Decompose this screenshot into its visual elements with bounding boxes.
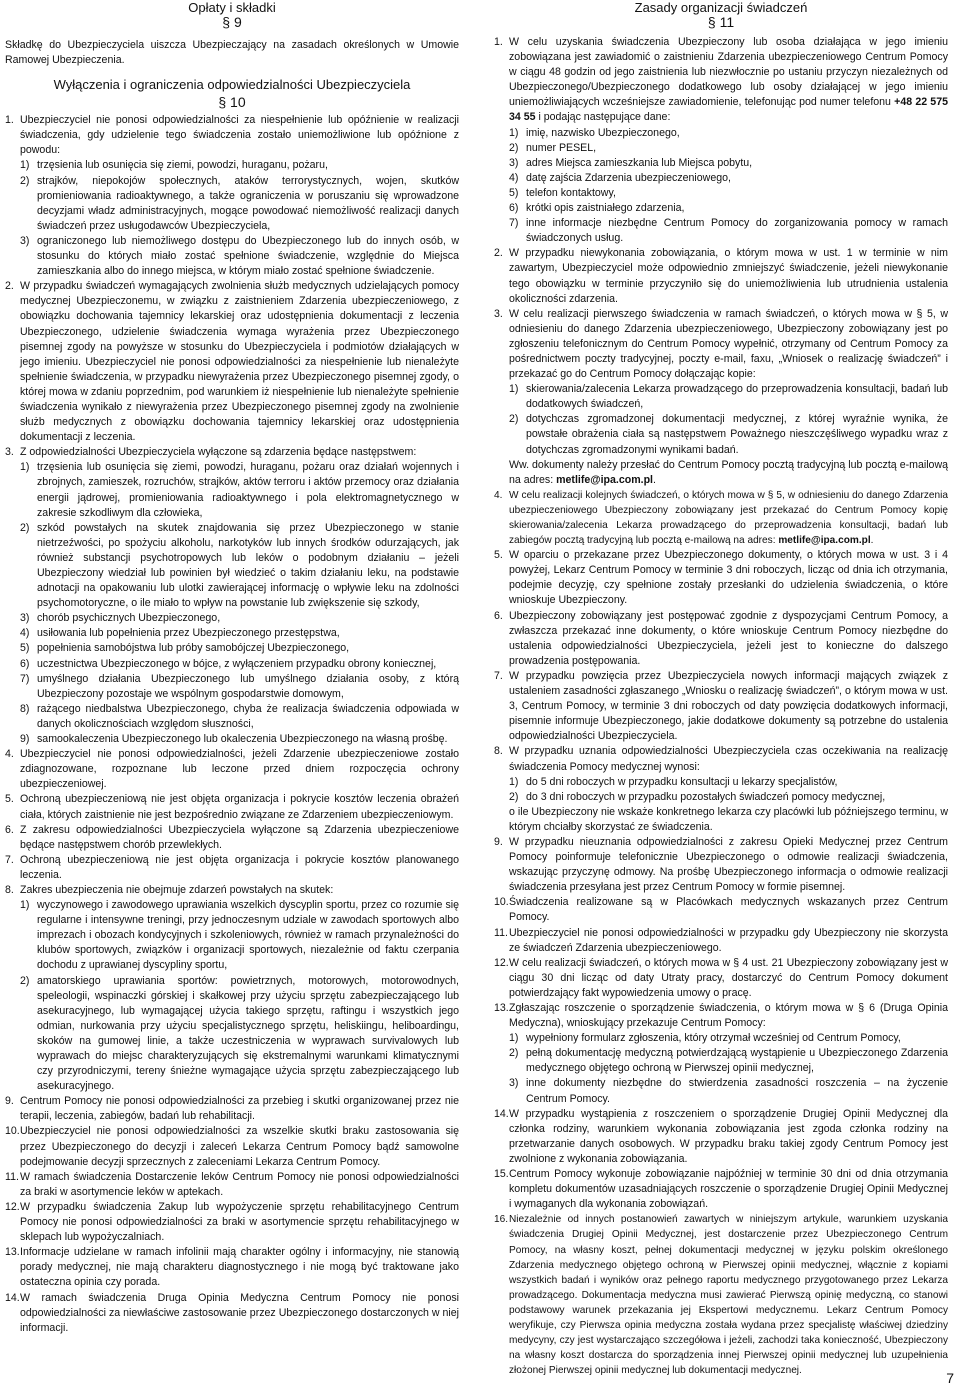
sub-item-number: 1) [20, 159, 30, 172]
list-item [494, 669, 948, 744]
item-text: W przypadku powzięcia przez Ubezpieczyciela nowych informacji mających związek z ustaleniem zasadności zgłaszanego „Wniosku o realizację świadczeń”, o którym mowa w ust. 3, Centrum Pomocy, w terminie 3 dni roboczych od daty powzięcia dodatkowych informacji, pisemnie informuje Ubezpieczonego, jakie dodatkowe dokumenty są potrzebne do ustalenia odpowiedzialności Ubezpieczyciela. [509, 669, 948, 743]
item-text: W ramach świadczenia Druga Opinia Medyczna Centrum Pomocy nie ponosi odpowiedzialności za niewłaściwe zastosowanie przez Ubezpieczonego dostarczonych w niej informacji. [20, 1291, 459, 1334]
list-item [494, 488, 948, 548]
sub-item-number: 3) [20, 612, 30, 625]
sub-item-number: 3) [20, 234, 30, 247]
list-item [494, 609, 948, 669]
item-number: 8. [5, 883, 14, 896]
item-text: W przypadku uznania odpowiedzialności Ubezpieczyciela czas oczekiwania na realizację świadczenia Pomocy medycznej wynosi: [509, 745, 948, 773]
sub-list-item [5, 460, 459, 520]
sub-item-text: rażącego niedbalstwa Ubezpieczonego, chyba że realizacja świadczenia odpowiada w danych okolicznościach względom słuszności, [37, 702, 459, 730]
sub-list-item [5, 626, 459, 641]
section-number: § 9 [222, 14, 242, 30]
sub-list-item [494, 186, 948, 201]
sub-item-number: 7) [20, 672, 30, 685]
sub-list-item [5, 641, 459, 656]
sub-list-item [494, 790, 948, 805]
sub-item-text: inne informacje niezbędne Centrum Pomocy do zorganizowania pomocy w ramach świadczonych usług. [526, 217, 948, 245]
sub-item-text: samookaleczenia Ubezpieczonego lub okaleczenia Ubezpieczonego na własną prośbę. [37, 733, 448, 746]
sub-list-item [5, 158, 459, 173]
item-text: i podając następujące dane: [535, 111, 671, 124]
sub-item-number: 1) [509, 1032, 519, 1045]
item-text: Zakres ubezpieczenia nie obejmuje zdarzeń powstałych na skutek: [20, 883, 334, 896]
numbered-list-rest [494, 548, 948, 1378]
item-number: 15. [494, 1168, 509, 1181]
sub-item-text: do 5 dni roboczych w przypadku konsultacji u lekarzy specjalistów, [526, 775, 838, 788]
item-number: 12. [5, 1200, 20, 1213]
list-item [494, 1212, 948, 1378]
sub-item-text: chorób psychicznych Ubezpieczonego, [37, 612, 221, 625]
sub-item-text: datę zajścia Zdarzenia ubezpieczeniowego, [526, 171, 731, 184]
item-text: Z zakresu odpowiedzialności Ubezpieczyciela wyłączone są Zdarzenia ubezpieczeniowe będące następstwem chorób przewlekłych. [20, 823, 459, 851]
list-item [494, 548, 948, 608]
sub-list-item [494, 775, 948, 790]
sub-item-text: trzęsienia lub osunięcia się ziemi, powodzi, huraganu, pożaru, [37, 159, 328, 172]
sub-item-text: do 3 dni roboczych w przypadku pozostałych świadczeń pomocy medycznej, [526, 790, 886, 803]
sub-list-item [5, 702, 459, 732]
list-item [5, 1291, 459, 1336]
sub-list-item [494, 382, 948, 412]
paragraph: Składkę do Ubezpieczyciela uiszcza Ubezpieczający na zasadach określonych w Umowie Ramowej Ubezpieczenia. [5, 39, 459, 67]
item-number: 1. [5, 114, 14, 127]
sub-item-number: 3) [509, 156, 519, 169]
right-column [494, 0, 948, 1378]
sub-item-number: 4) [20, 627, 30, 640]
list-item [5, 113, 459, 158]
item-text: . [870, 535, 874, 547]
sub-item-text: szkód powstałych na skutek znajdowania się przez Ubezpieczonego w stanie nietrzeźwości, po spożyciu alkoholu, narkotyków lub innych środków odurzających, jak również substancji psychotropowych lub leków o podobnym działaniu – jeżeli Ubezpieczony wiedział lub powinien był wiedzieć o takim działaniu leku, na podstawie adnotacji na opakowaniu lub ulotki zawierającej informację o wpływie leku na zdolności psychomotoryczne, o ile miało to wpływ na powstanie lub zwiększenie się szkody, [37, 521, 459, 610]
item-text: Centrum Pomocy nie ponosi odpowiedzialności za przebieg i skutki organizowanej przez nie terapii, leczenia, zabiegów, badań lub rehabilitacji. [20, 1095, 459, 1123]
list-item [494, 744, 948, 774]
item-text: W przypadku świadczeń wymagających zwolnienia służb medycznych udzielających pomocy medycznej Ubezpieczonemu, w związku z zaistnieniem Zdarzenia ubezpieczeniowego, z obowiązku dochowania tajemnicy lekarskiej oraz udostępnienia dokumentacji z leczenia Ubezpieczonego, udzielenie świadczenia wymaga wyrażenia przez Ubezpieczonego pisemnej zgody na powyższe w stosunku do Ubezpieczyciela i podmiotów działających w jego imieniu. Ubezpieczyciel nie ponosi odpowiedzialności za niespełnienie lub nienależyte spełnienie świadczenia, w przypadku niewyrażenia przez Ubezpieczonego pisemnej zgody, o której mowa w zdaniu poprzednim, pod warunkiem iż niespełnienie lub nienależyte spełnienie świadczenia wynikało z niewyrażenia przez Ubezpieczonego pisemnej zgody na zwolnienie służb medycznych z obowiązku dochowania tajemnicy lekarskiej oraz udostępnienia dokumentacji z leczenia. [20, 280, 459, 444]
item-number: 4. [494, 489, 503, 501]
item-text: W celu realizacji świadczeń, o których mowa w § 4 ust. 21 Ubezpieczony zobowiązany jest w ciągu 30 dni licząc od daty Utraty pracy, dostarczyć do Centrum Pomocy dokument potwierdzający fakt wypowiedzenia umowy o pracę. [509, 956, 948, 999]
sub-list-item [5, 611, 459, 626]
sub-item-text: umyślnego działania Ubezpieczonego lub umyślnego działania osoby, z którą Ubezpieczony pozostaje we wspólnym gospodarstwie domowym, [37, 672, 459, 700]
sub-list-item [494, 216, 948, 246]
sub-item-number: 2) [509, 1047, 519, 1060]
item-number: 6. [5, 823, 14, 836]
item-number: 12. [494, 956, 509, 969]
list-item [5, 1200, 459, 1245]
sub-list-item [494, 141, 948, 156]
item-text: Centrum Pomocy wykonuje zobowiązanie najpóźniej w terminie 30 dni od dnia otrzymania kompletu dokumentów uzasadniających roszczenie o sporządzenie Drugiej Opinii Medycznej i wymaganych dla wykonania zobowiązań. [509, 1168, 948, 1211]
item-text: Ubezpieczyciel nie ponosi odpowiedzialności w przypadku gdy Ubezpieczony nie skorzysta ze świadczeń Zdarzenia ubezpieczeniowego. [509, 926, 948, 954]
item-text: Ubezpieczyciel nie ponosi odpowiedzialności, jeżeli Zdarzenie ubezpieczeniowe zostało zdiagnozowane, rozpoznane lub leczone przed dniem rozpoczęcia ochrony ubezpieczeniowej. [20, 748, 459, 791]
item-number: 10. [5, 1125, 20, 1138]
sub-list [494, 382, 948, 457]
item-text: W oparciu o przekazane przez Ubezpieczonego dokumenty, o których mowa w ust. 3 i 4 powyżej, Lekarz Centrum Pomocy w terminie 3 dni roboczych, licząc od dnia ich otrzymania, podejmie decyzję, czy spełnione zostały przesłanki do udzielenia świadczenia, o które wnioskuje Ubezpieczony. [509, 549, 948, 607]
sub-list-item [494, 156, 948, 171]
item-text: Niezależnie od innych postanowień zawartych w niniejszym artykule, warunkiem uzyskania świadczenia Drugiej Opinii Medycznej, jest dostarczenie przez Ubezpieczonego Centrum Pomocy, na własny koszt, pełnej dokumentacji medycznej w języku polskim określonego Zdarzenia medycznego objętego ochroną w Pierwszej opinii medycznej, włącznie z kopiami wszystkich badań i wyników oraz pełnego raportu medycznego przygotowanego przez Lekarza prowadzącego. Dokumentacja medyczna musi zawierać Pierwszą opinię medyczną, co stanowi podstawowy warunek przekazania jej Ekspertowi medycznemu. Lekarz Centrum Pomocy weryfikuje, czy Pierwsza opinia medyczna została wydana przez specjalistę właściwej dziedziny medycyny, czy jest wystarczająco szczegółowa i jeżeli, zachodzi taka konieczność, Ubezpieczony na własny koszt dostarcza do sporządzenia innej Pierwszej opinii medycznej lub uzupełnienia złożonej Pierwszej opinii medycznej lub dokumentacji medycznej. [509, 1214, 948, 1377]
sub-list-item [494, 201, 948, 216]
list-item [494, 956, 948, 1001]
sub-item-number: 1) [509, 383, 519, 396]
item-text: Ubezpieczyciel nie ponosi odpowiedzialności za niespełnienie lub opóźnienie w realizacji świadczenia, gdy udzielenie tego świadczenia zostało uniemożliwione lub opóźnione z powodu: [20, 114, 459, 157]
sub-item-text: adres Miejsca zamieszkania lub Miejsca pobytu, [526, 156, 753, 169]
sub-item-text: inne dokumenty niezbędne do stwierdzenia zasadności roszczenia – na życzenie Centrum Pomocy. [526, 1077, 948, 1105]
sub-item-number: 5) [509, 186, 519, 199]
item-number: 3. [494, 307, 503, 320]
phone-number[interactable]: +48 22 575 34 55 [509, 96, 948, 124]
sub-item-number: 6) [509, 202, 519, 215]
item-number: 1. [494, 36, 503, 48]
item-text: W przypadku niewykonania zobowiązania, o którym mowa w ust. 1 w terminie w nim zawartym, Ubezpieczyciel może odpowiednio zmniejszyć świadczenie, jeżeli niewykonanie tego obowiązku w terminie przyczyniło się do uniemożliwienia lub utrudnienia ustalenia okoliczności zdarzenia. [509, 247, 948, 305]
list-item [494, 895, 948, 925]
item-text: Ochroną ubezpieczeniową nie jest objęta organizacja i pokrycie kosztów planowanego leczenia. [20, 853, 459, 881]
sub-list-item [5, 234, 459, 279]
sub-item-number: 6) [20, 657, 30, 670]
item-text: W ramach świadczenia Dostarczenie leków Centrum Pomocy nie ponosi odpowiedzialności za braki w asortymencie leków w aptekach. [20, 1170, 459, 1198]
sub-item-number: 4) [509, 171, 519, 184]
item-text: Z odpowiedzialności Ubezpieczyciela wyłączone są zdarzenia będące następstwem: [20, 446, 417, 459]
item-number: 7. [494, 669, 503, 682]
sub-list-item [494, 1031, 948, 1046]
sub-item-number: 8) [20, 702, 30, 715]
sub-item-number: 2) [20, 521, 30, 534]
item-number: 2. [5, 280, 14, 293]
section-number: § 11 [707, 14, 735, 30]
sub-item-number: 2) [509, 141, 519, 154]
item-number: 9. [494, 835, 503, 848]
item-text: Ubezpieczony zobowiązany jest postępować zgodnie z dyspozycjami Centrum Pomocy, a zwłaszcza przekazać inne dokumenty, o które wnioskuje Centrum Pomocy niezbędne do ustalenia odpowiedzialności Ubezpieczyciela, jeżeli jest to konieczne do dalszego prowadzenia postępowania. [509, 609, 948, 667]
sub-item-text: uczestnictwa Ubezpieczonego w bójce, z wyłączeniem przypadku obrony koniecznej, [37, 657, 437, 670]
sub-list-item [5, 974, 459, 1095]
sub-item-number: 2) [20, 974, 30, 987]
section-header-par9 [5, 1, 459, 29]
sub-list-item [494, 171, 948, 186]
item-text: Ww. dokumenty należy przesłać do Centrum Pomocy pocztą tradycyjną lub pocztą e-mailową na adres: [509, 458, 948, 486]
email-link[interactable]: metlife@ipa.com.pl [778, 535, 871, 547]
sub-item-text: usiłowania lub popełnienia przez Ubezpieczonego przestępstwa, [37, 627, 340, 640]
list-item [5, 792, 459, 822]
sub-list-item [494, 1076, 948, 1106]
sub-list-item [5, 521, 459, 612]
list-item [5, 1094, 459, 1124]
item-text: Informacje udzielane w ramach infolinii mają charakter ogólny i informacyjny, nie stanowią porady medycznej, nie mają charakteru diagnostycznego i nie mogą być traktowane jako ostateczna opinia czy porada. [20, 1246, 459, 1289]
list-item [5, 883, 459, 898]
sub-list-item [5, 174, 459, 234]
item-number: 13. [5, 1246, 20, 1259]
sub-item-number: 2) [509, 790, 519, 803]
section-title: Wyłączenia i ograniczenia odpowiedzialności Ubezpieczyciela [53, 77, 411, 93]
list-item [494, 1001, 948, 1031]
item-number: 5. [5, 793, 14, 806]
list-item [494, 35, 948, 126]
sub-item-text: dotychczas zgromadzonej dokumentacji medycznej, z której wyraźnie wynika, że powstałe obrażenia ciała są następstwem Poważnego nieszczęśliwego wypadku wraz z dotychczas zgromadzonymi wynikami badań. [526, 413, 948, 456]
item-text: Ochroną ubezpieczeniową nie jest objęta organizacja i pokrycie kosztów leczenia obrażeń ciała, których zaistnienie nie jest bezpośrednio związane ze Zdarzeniem ubezpieczeniowym. [20, 793, 459, 821]
sub-list [494, 126, 948, 247]
item-number: 13. [494, 1002, 509, 1014]
sub-list-item [5, 657, 459, 672]
item-number: 8. [494, 745, 503, 758]
item-text: Świadczenia realizowane są w Placówkach medycznych wskazanych przez Centrum Pomocy. [509, 896, 948, 924]
page-number: 7 [946, 1370, 954, 1386]
list-item [494, 307, 948, 382]
section-title: Zasady organizacji świadczeń [634, 0, 808, 15]
section-title: Opłaty i składki [188, 0, 276, 15]
list-item [494, 246, 948, 306]
sub-item-text: wyczynowego i zawodowego uprawiania wszelkich dyscyplin sportu, przez co rozumie się regularne i intensywne treningi, przy jednoczesnym udziale w zawodach sportowych albo imprezach i obozach kondycyjnych i szkoleniowych, również w ramach przynależności do klubów sportowych, związków i organizacji sportowych, niezależnie od faktu czerpania dochodu z uprawianej dyscypliny sportu, [37, 899, 459, 972]
item-text: W przypadku nieuznania odpowiedzialności z zakresu Opieki Medycznej przez Centrum Pomocy poinformuje telefonicznie Ubezpieczonego o odmowie realizacji świadczenia, wskazując przyczynę odmowy. Na prośbę Ubezpieczonego informacja o odmowie realizacji świadczenia przesyłana jest przez Centrum Pomocy w formie pisemnej. [509, 835, 948, 894]
sub-item-number: 1) [20, 899, 30, 912]
sub-item-text: trzęsienia lub osunięcia się ziemi, powodzi, huraganu, pożaru oraz działań wojennych i zbrojnych, zamieszek, rozruchów, strajków, aktów terroru i aktów przemocy oraz działania energii jądrowej, promieniowania radioaktywnego i pola elektromagnetycznego w zakresie szkodliwym dla człowieka, [37, 461, 459, 519]
item-text: W celu realizacji kolejnych świadczeń, o których mowa w § 5, w odniesieniu do danego Zdarzenia ubezpieczeniowego Ubezpieczony zobowiązany jest przekazać do Centrum Pomocy kopię skierowania/zalecenia Lekarza prowadzącego do przeprowadzenia konsultacji, badań lub zabiegów pocztą tradycyjną lub pocztą e-mailową na adres: [509, 489, 948, 547]
item-number: 9. [5, 1095, 14, 1108]
list-item [494, 926, 948, 956]
item-number: 3. [5, 446, 14, 459]
email-link[interactable]: metlife@ipa.com.pl [556, 473, 653, 486]
list-item [5, 823, 459, 853]
list-item [5, 853, 459, 883]
item-number: 11. [5, 1170, 19, 1183]
sub-item-text: amatorskiego uprawiania sportów: powietrznych, motorowych, motorowodnych, speleologii, wspinaczki górskiej i skałkowej przy użyciu sprzętu zabezpieczającego lub asekuracyjnego, lub wymagającej użycia takiego sprzętu, raftingu i wszystkich jego odmian, nurkowania przy użyciu specjalistycznego sprzętu, heliskiingu, heliboardingu, skoków na gumowej linie, a także uczestniczenia w wyprawach survivalowych lub wyprawach do miejsc charakteryzujących się ekstremalnymi warunkami klimatycznymi czy przyrodniczymi, tereny śnieżne wymagające użycia sprzętu zabezpieczającego lub asekuracyjnego. [37, 974, 459, 1093]
sub-item-text: popełnienia samobójstwa lub próby samobójczej Ubezpieczonego, [37, 642, 350, 655]
item-text: W celu realizacji pierwszego świadczenia w ramach świadczeń, o których mowa w § 5, w odniesieniu do danego Zdarzenia ubezpieczeniowego, Ubezpieczony zobowiązany jest po zgłoszeniu telefonicznym do Centrum Pomocy wypełnić, otrzymany od Centrum Pomocy za pośrednictwem poczty tradycyjnej, poczty e-mail, faxu, „Wniosek o realizację świadczeń” i przekazać go do Centrum Pomocy dołączając kopie: [509, 307, 948, 381]
list-item [5, 747, 459, 792]
sub-item-number: 7) [509, 217, 519, 230]
sub-item-number: 2) [20, 174, 30, 187]
item-number: 5. [494, 549, 503, 562]
item-text: W przypadku wystąpienia z roszczeniem o sporządzenie Drugiej Opinii Medycznej dla członka rodziny, warunkiem wykonania zobowiązania jest zgoda członka rodziny na przetwarzanie danych osobowych. W przypadku braku takiej zgody Centrum Pomocy jest zwolnione z wykonania zobowiązania. [509, 1107, 948, 1165]
sub-item-text: pełną dokumentację medyczną potwierdzającą wystąpienie u Ubezpieczonego Zdarzenia medycznego objętego ochroną w Pierwszej opinii medycznej, [526, 1047, 948, 1075]
sub-item-number: 9) [20, 733, 30, 746]
sub-item-number: 5) [20, 642, 30, 655]
section-number: § 10 [218, 94, 246, 111]
numbered-list [5, 113, 459, 1336]
numbered-list [494, 35, 948, 1378]
item-number: 10. [494, 896, 509, 909]
list-item [494, 835, 948, 895]
sub-list-item [5, 898, 459, 973]
item-number: 14. [494, 1107, 509, 1120]
sub-item-number: 1) [20, 461, 30, 474]
sub-item-text: ograniczonego lub niemożliwego dostępu do Ubezpieczonego lub do innych osób, w stosunku do których miało zostać spełnione świadczenie, względnie do Miejsca zamieszkania albo do innego miejsca, w którym miało zostać spełnione świadczenie. [37, 234, 459, 278]
sub-list-item [5, 732, 459, 747]
sub-item-text: imię, nazwisko Ubezpieczonego, [526, 126, 680, 139]
item-text: . [653, 473, 656, 486]
sub-item-number: 1) [509, 775, 519, 788]
list-item [5, 1245, 459, 1290]
list-item [494, 1167, 948, 1212]
list-item [494, 1107, 948, 1167]
sub-item-text: numer PESEL, [526, 141, 597, 154]
sub-item-text: strajków, niepokojów społecznych, ataków terrorystycznych, wojen, skutków promieniowania radioaktywnego, a także ograniczenia w poruszaniu się wprowadzone decyzjami władz administracyjnych, mogące powodować niemożliwość realizacji danych świadczeń przez usługodawców Ubezpieczyciela, [37, 174, 459, 232]
item-text: W celu uzyskania świadczenia Ubezpieczony lub osoba działająca w jego imieniu zobowiązana jest zawiadomić o zaistnieniu Zdarzenia ubezpieczeniowego Centrum Pomocy w ciągu 48 godzin od jego zaistnienia lub niezwłocznie po ustaniu przyczyn niezależnych od Ubezpieczonego/Ubezpieczonego dodatkowego lub osoby działającej w jego imieniu uniemożliwiających wcześniejsze zawiadomienie, telefonując pod numer telefonu [509, 36, 948, 109]
list-item [5, 1170, 459, 1200]
item-text: Ubezpieczyciel nie ponosi odpowiedzialności za wszelkie skutki braku zastosowania się przez Ubezpieczonego do decyzji i zaleceń Lekarza Centrum Pomocy bądź samowolne podejmowanie decyzji sprzecznych z zaleceniami Lekarza Centrum Pomocy. [20, 1125, 459, 1168]
item-number: 2. [494, 247, 503, 260]
continuation-text: o ile Ubezpieczony nie wskaże konkretnego lekarza czy placówki lub późniejszego terminu, w którym chciałby skorzystać ze świadczenia. [509, 805, 948, 833]
continuation-text [494, 458, 948, 488]
item-number: 6. [494, 609, 503, 622]
sub-list-item [494, 1046, 948, 1076]
item-number: 11. [494, 926, 508, 939]
sub-item-number: 1) [509, 126, 519, 139]
sub-list-item [494, 126, 948, 141]
item-number: 7. [5, 853, 14, 866]
section-header-par10 [5, 78, 459, 109]
item-text: W przypadku świadczenia Zakup lub wypożyczenie sprzętu rehabilitacyjnego Centrum Pomocy nie ponosi odpowiedzialności za braki w asortymencie sprzętu rehabilitacyjnego w sklepach lub wypożyczalniach. [20, 1200, 459, 1244]
section-header-par11 [494, 1, 948, 29]
sub-item-text: wypełniony formularz zgłoszenia, który otrzymał wcześniej od Centrum Pomocy, [526, 1032, 901, 1045]
sub-item-text: krótki opis zaistniałego zdarzenia, [526, 202, 685, 215]
left-column [5, 0, 459, 1336]
sub-item-number: 2) [509, 413, 519, 426]
list-item [5, 1124, 459, 1169]
item-number: 14. [5, 1291, 20, 1304]
item-number: 4. [5, 748, 14, 761]
list-item [5, 445, 459, 460]
sub-item-text: telefon kontaktowy, [526, 186, 616, 199]
item-text: Zgłaszając roszczenie o sporządzenie świadczenia, o którym mowa w § 6 (Druga Opinia Medyczna), wnioskujący przekazuje Centrum Pomocy: [509, 1002, 948, 1030]
sub-list-item [494, 412, 948, 457]
sub-list-item [5, 672, 459, 702]
sub-item-number: 3) [509, 1077, 519, 1090]
item-number: 16. [494, 1214, 509, 1226]
list-item [5, 279, 459, 445]
sub-item-text: skierowania/zalecenia Lekarza prowadzącego do przeprowadzenia konsultacji, badań lub dodatkowych świadczeń, [526, 383, 948, 411]
